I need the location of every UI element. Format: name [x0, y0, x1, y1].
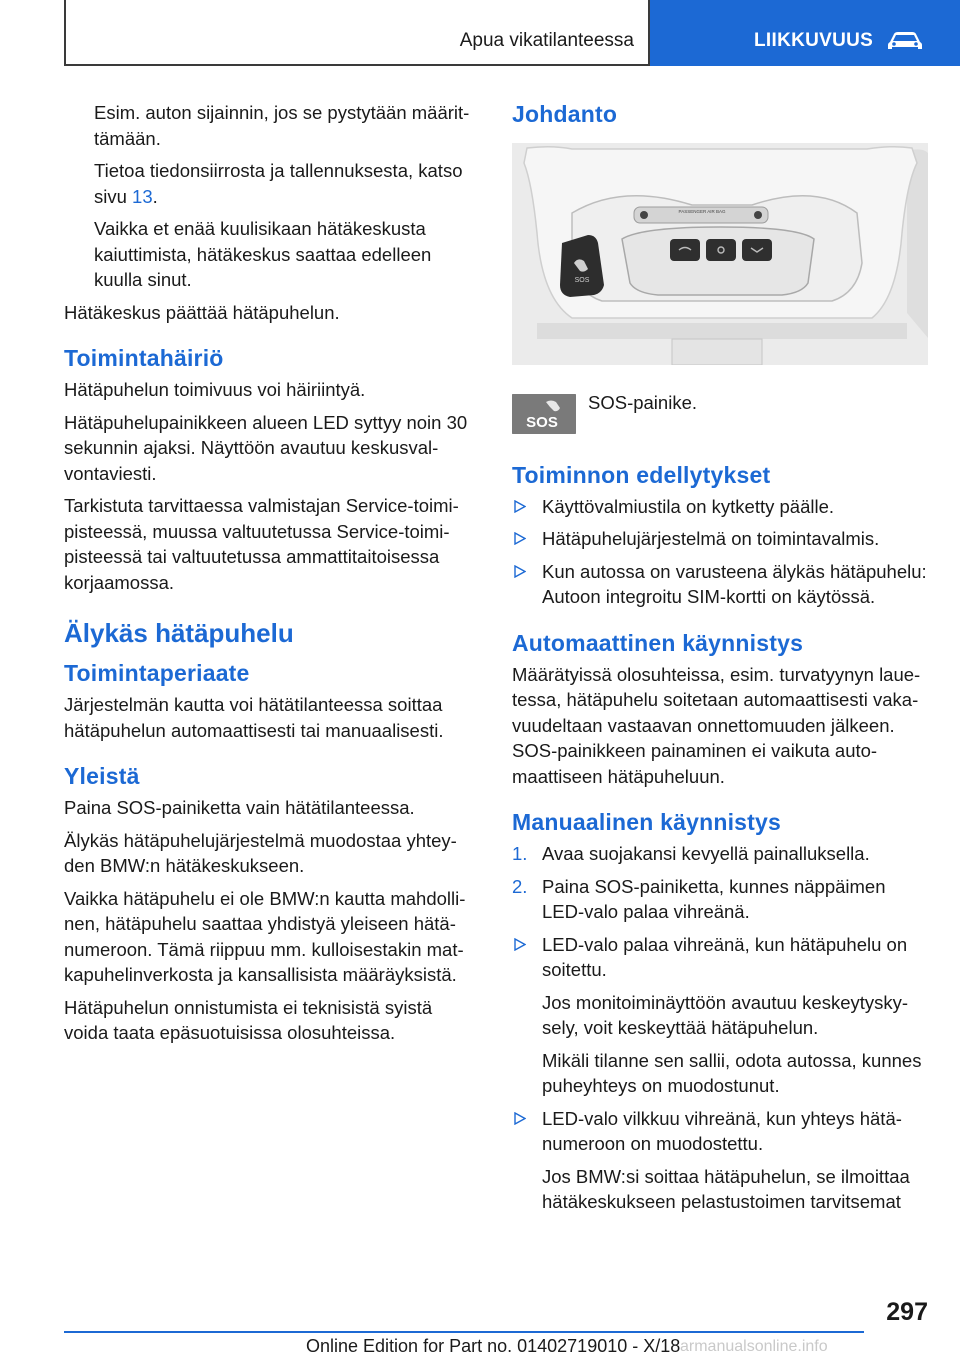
paragraph: Hätäpuhelun onnistumista ei teknisistä syistä voida taata epäsuotuisissa olosuhteissa.	[64, 996, 433, 1043]
page-number: 297	[886, 1298, 928, 1326]
heading-requirements: Toiminnon edellytykset	[512, 461, 771, 488]
list-item	[512, 559, 928, 610]
triangle-bullet-icon	[513, 532, 526, 545]
result-subparagraph: Jos BMW:si soittaa hätäpuhelun, se ilmoittaa hätäkeskukseen pelastustoimen tarvitsemat	[542, 1165, 910, 1212]
paragraph: Hätäpuhelun toimivuus voi häiriintyä.	[64, 379, 366, 400]
step-number: 1.	[512, 843, 528, 864]
step-number: 2.	[512, 875, 528, 897]
heading-malfunction: Toimintahäiriö	[64, 345, 224, 371]
footer-watermark: armanualsonline.info	[680, 1338, 828, 1355]
heading-intelligent-emergency-call: Älykäs hätäpuhelu	[64, 618, 294, 648]
right-column	[512, 100, 928, 1222]
figure-label-passenger: PASSENGER AIR BAG	[678, 209, 726, 214]
left-column	[64, 100, 476, 1053]
figure-legend	[512, 386, 928, 442]
list-item	[512, 526, 928, 552]
sos-button-icon	[512, 394, 576, 434]
paragraph: Paina SOS-painiketta vain hätätilanteessa.	[64, 797, 415, 818]
paragraph: Vaikka hätäpuhelu ei ole BMW:n kautta mahdollinen, hätäpuhelu saattaa yhdistyä yleiseen hätänumeroon. Tämä riippuu mm. kulloisestakin matkapuhelinverkosta ja kansallisista määräyksistä.	[64, 887, 466, 985]
header-chapter-label: LIIKKUVUUS	[754, 30, 874, 51]
footer-divider	[64, 1331, 864, 1333]
heading-general: Yleistä	[64, 763, 140, 789]
triangle-bullet-icon	[513, 565, 526, 578]
paragraph-text: .	[152, 185, 158, 207]
paragraph: Vaikka et enää kuulisikaan hätäkeskusta kaiuttimista, hätäkeskus saattaa edelleen kuulla sinut.	[94, 218, 432, 290]
list-item-text: Käyttövalmiustila on kytketty päälle.	[542, 495, 835, 517]
header-chapter-tab[interactable]	[650, 0, 960, 66]
paragraph: Älykäs hätäpuhelujärjestelmä muodostaa yhteyden BMW:n hätäkeskukseen.	[64, 829, 457, 876]
figure-label-sos: SOS	[574, 277, 590, 284]
list-item-text: Hätäpuhelujärjestelmä on toimintavalmis.	[542, 528, 880, 549]
result-text: LED-valo vilkkuu vihreänä, kun yhteys hätänumeroon on muodostettu.	[542, 1107, 902, 1154]
paragraph: Hätäpuhelupainikkeen alueen LED syttyy noin 30 sekunnin ajaksi. Näyttöön avautuu keskusvalvontaviesti.	[64, 411, 468, 484]
paragraph: Esim. auton sijainnin, jos se pystytään määrittämään.	[94, 102, 470, 149]
legend-caption: SOS-painike.	[588, 391, 697, 413]
paragraph: Järjestelmän kautta voi hätätilanteessa soittaa hätäpuhelun automaattisesti tai manuaalisesti.	[64, 694, 444, 741]
car-icon	[886, 28, 924, 52]
list-item	[512, 494, 928, 520]
result-item	[512, 932, 928, 983]
page-reference-link[interactable]: 13	[132, 185, 153, 207]
result-subparagraph: Mikäli tilanne sen sallii, odota autossa, kunnes puheyhteys on muodostunut.	[542, 1049, 922, 1096]
step-text: Avaa suojakansi kevyellä painalluksella.	[542, 843, 870, 864]
header-section-title: Apua vikatilanteessa	[459, 30, 634, 51]
heading-introduction: Johdanto	[512, 101, 618, 127]
list-item-text: Kun autossa on varusteena älykäs hätäpuhelu: Autoon integroitu SIM-kortti on käytössä.	[542, 560, 927, 607]
numbered-step	[512, 874, 928, 925]
step-text: Paina SOS-painiketta, kunnes näppäimen LED-valo palaa vihreänä.	[542, 875, 886, 922]
paragraph-text: Tietoa tiedonsiirrosta ja tallennuksesta, katso sivu	[94, 160, 463, 207]
footer-edition-text: Online Edition for Part no. 01402719010 - X/18	[306, 1336, 681, 1356]
triangle-bullet-icon	[513, 938, 526, 951]
result-item	[512, 1106, 928, 1157]
heading-principle: Toimintaperiaate	[64, 660, 250, 686]
header-section-frame	[64, 0, 650, 66]
triangle-bullet-icon	[513, 1112, 526, 1125]
result-text: LED-valo palaa vihreänä, kun hätäpuhelu on soitettu.	[542, 933, 908, 980]
triangle-bullet-icon	[513, 500, 526, 513]
heading-automatic-start: Automaattinen käynnistys	[512, 629, 804, 656]
paragraph: Tarkistuta tarvittaessa valmistajan Service-toimipisteessä, muussa valtuutetussa Service-toimipisteessä tai valtuutetussa ammattitaitoisessa korjaamossa.	[64, 495, 459, 593]
heading-manual-start: Manuaalinen käynnistys	[512, 809, 781, 835]
paragraph: Hätäkeskus päättää hätäpuhelun.	[64, 301, 340, 323]
paragraph-with-reference	[64, 158, 476, 209]
paragraph: Määrätyissä olosuhteissa, esim. turvatyynyn lauetessa, hätäpuhelu soitetaan automaattisesti vakavuudeltaan vastaavan onnettomuuden jälkeen. SOS-painikkeen painaminen ei vaikuta automaattiseen hätäpuheluun.	[512, 663, 921, 787]
sos-button-icon-label: SOS	[526, 413, 558, 431]
overhead-console-figure	[512, 143, 928, 365]
result-subparagraph: Jos monitoiminäyttöön avautuu keskeytyskysely, voit keskeyttää hätäpuhelun.	[542, 991, 909, 1038]
numbered-step	[512, 841, 928, 867]
